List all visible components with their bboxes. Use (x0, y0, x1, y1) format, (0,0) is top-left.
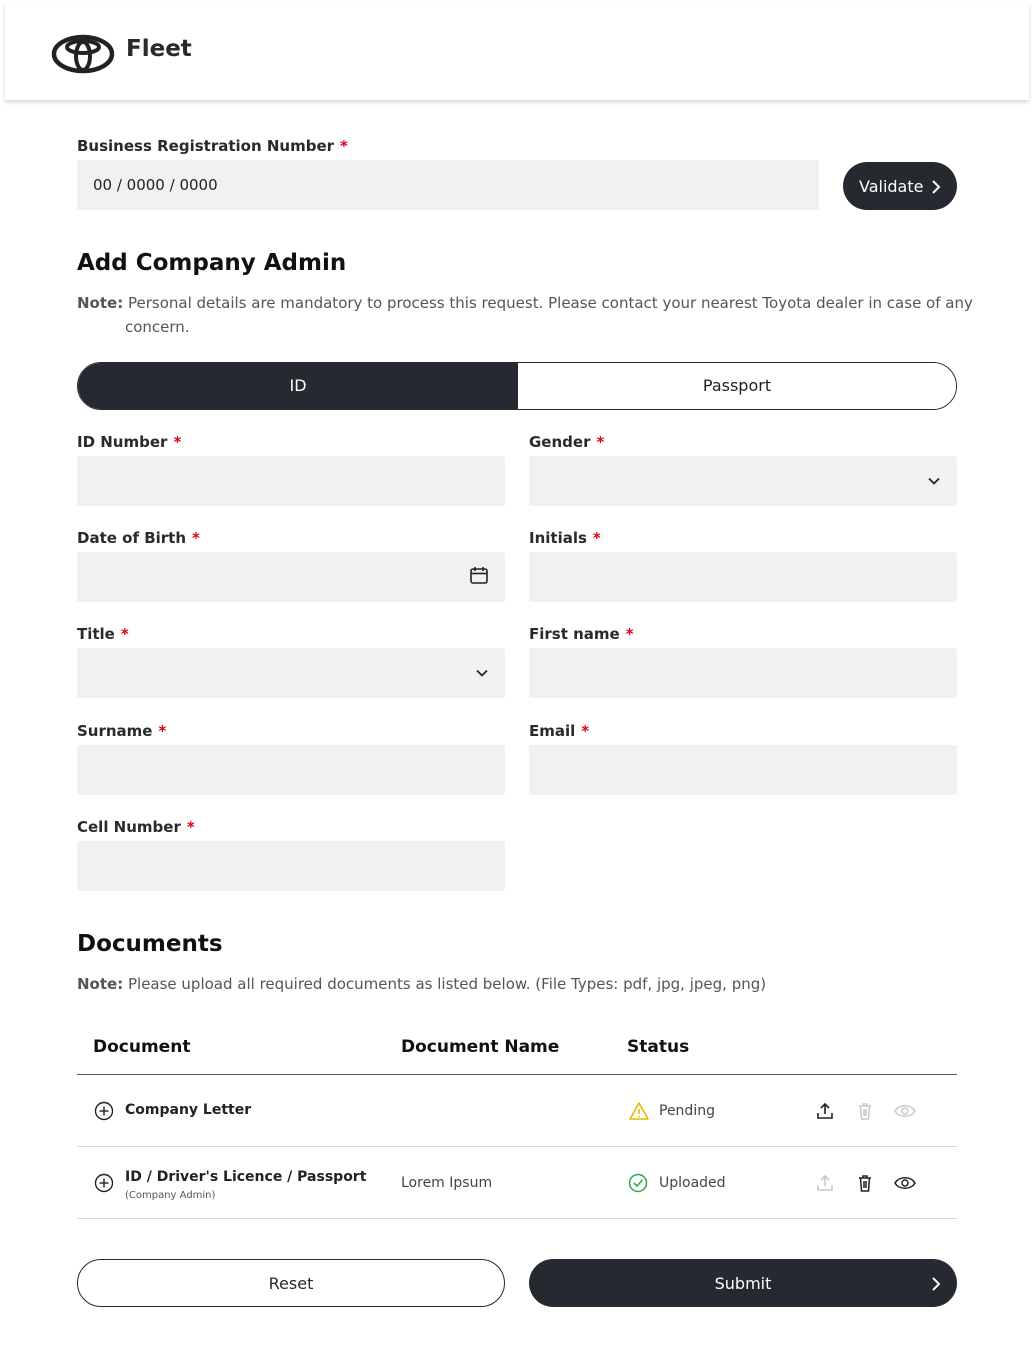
dob-input[interactable] (77, 552, 505, 602)
documents-note: Note: Please upload all required documents as listed below. (File Types: pdf, jpg, jpeg, png) (77, 975, 767, 993)
chevron-down-icon (475, 664, 489, 683)
toggle-id[interactable]: ID (78, 363, 518, 409)
chevron-right-icon (931, 1276, 941, 1295)
submit-button[interactable] (529, 1259, 957, 1307)
documents-title: Documents (77, 931, 223, 957)
id-passport-toggle (77, 362, 957, 410)
calendar-icon[interactable] (469, 565, 489, 589)
first-name-input[interactable] (529, 648, 957, 698)
title-label: Title * (77, 625, 129, 643)
check-circle-icon (628, 1173, 648, 1197)
id-number-label: ID Number * (77, 433, 182, 451)
email-label: Email * (529, 722, 590, 740)
admin-note-line2: concern. (125, 318, 190, 336)
initials-label: Initials * (529, 529, 601, 547)
first-name-label: First name * (529, 625, 634, 643)
toggle-passport[interactable]: Passport (518, 363, 956, 409)
email-input[interactable] (529, 745, 957, 795)
column-status: Status (627, 1037, 690, 1057)
eye-icon[interactable] (893, 1101, 917, 1125)
chevron-down-icon (927, 472, 941, 491)
document-name: Lorem Ipsum (401, 1175, 493, 1191)
validate-label: Validate (859, 177, 924, 196)
business-registration-value: 00 / 0000 / 0000 (93, 176, 218, 194)
table-header-divider (77, 1074, 957, 1075)
chevron-right-icon (931, 179, 941, 198)
reset-button[interactable] (77, 1259, 505, 1307)
admin-note: Note: Personal details are mandatory to process this request. Please contact your nearest Toyota dealer in case of any (77, 294, 973, 312)
cell-number-input[interactable] (77, 841, 505, 891)
reset-label: Reset (268, 1274, 314, 1293)
add-company-admin-title: Add Company Admin (77, 250, 347, 276)
gender-select[interactable] (529, 456, 957, 506)
status-text: Uploaded (659, 1175, 726, 1191)
plus-circle-icon[interactable] (94, 1173, 114, 1197)
submit-label: Submit (714, 1274, 772, 1293)
document-subtitle: (Company Admin) (125, 1190, 216, 1201)
document-title: ID / Driver's Licence / Passport (125, 1169, 367, 1185)
upload-icon[interactable] (815, 1101, 835, 1125)
column-document: Document (93, 1037, 191, 1057)
row-divider (77, 1146, 957, 1147)
plus-circle-icon[interactable] (94, 1101, 114, 1125)
surname-label: Surname * (77, 722, 167, 740)
trash-icon[interactable] (855, 1173, 875, 1197)
title-select[interactable] (77, 648, 505, 698)
dob-label: Date of Birth * (77, 529, 200, 547)
business-registration-label: Business Registration Number * (77, 137, 348, 155)
toyota-logo-icon[interactable] (51, 34, 115, 78)
upload-icon[interactable] (815, 1173, 835, 1197)
warning-icon (628, 1101, 650, 1125)
eye-icon[interactable] (893, 1173, 917, 1197)
business-registration-input[interactable] (77, 160, 819, 210)
document-title: Company Letter (125, 1102, 252, 1118)
column-document-name: Document Name (401, 1037, 560, 1057)
id-number-input[interactable] (77, 456, 505, 506)
trash-icon[interactable] (855, 1101, 875, 1125)
cell-number-label: Cell Number * (77, 818, 195, 836)
app-header (5, 4, 1029, 100)
gender-label: Gender * (529, 433, 605, 451)
row-divider (77, 1218, 957, 1219)
validate-button[interactable] (843, 162, 957, 210)
initials-input[interactable] (529, 552, 957, 602)
status-text: Pending (659, 1103, 715, 1119)
brand-name: Fleet (126, 36, 192, 62)
surname-input[interactable] (77, 745, 505, 795)
